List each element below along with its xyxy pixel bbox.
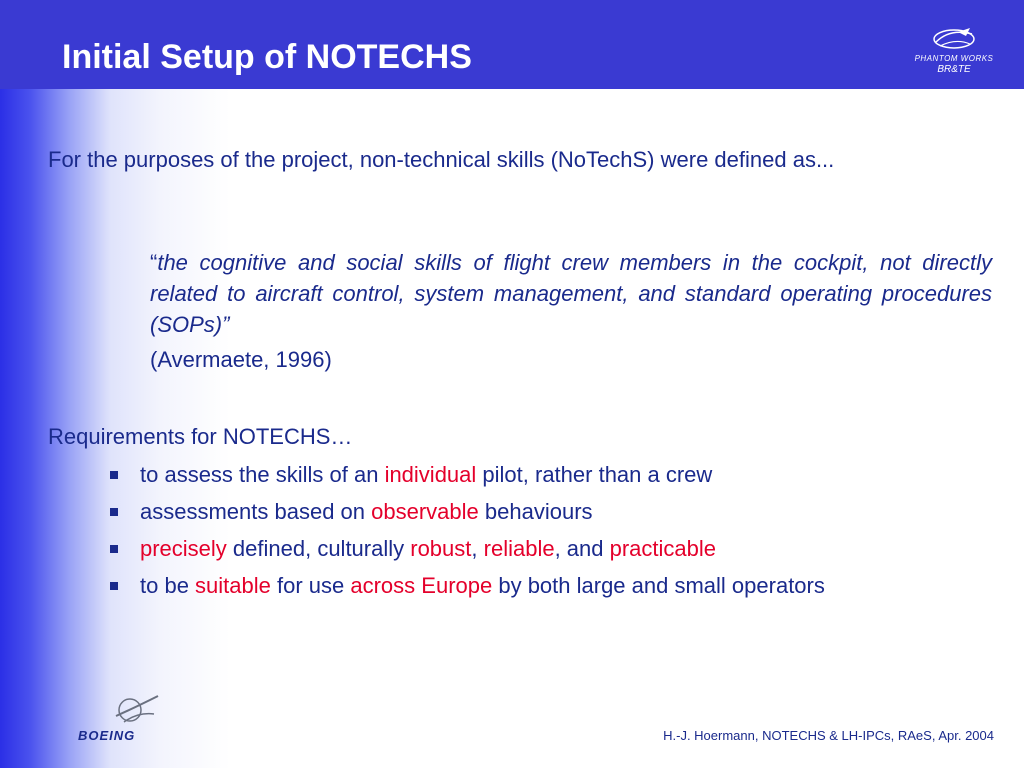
item-highlight: observable <box>371 499 479 524</box>
list-item <box>108 497 928 527</box>
item-text: behaviours <box>478 499 593 524</box>
item-text: by both large and small operators <box>492 573 825 598</box>
br-te-label: BR&TE <box>937 64 971 75</box>
slide-header <box>0 0 1024 89</box>
item-text: assessments based on <box>140 499 372 524</box>
bullet-icon <box>110 508 118 516</box>
item-highlight: robust <box>410 536 472 561</box>
item-text: pilot, rather than a crew <box>476 462 713 487</box>
item-text: for use <box>270 573 351 598</box>
phantom-works-emblem-icon <box>930 24 978 54</box>
boeing-emblem-icon <box>108 690 178 726</box>
definition-text: the cognitive and social skills of flight crew members in the cockpit, not directly related to aircraft control, system management, and standard operating procedures (SOPs)” <box>150 250 992 337</box>
open-quote-mark: “ <box>150 250 158 275</box>
footer-credit: H.-J. Hoermann, NOTECHS & LH-IPCs, RAeS, Apr. 2004 <box>663 728 994 743</box>
requirements-list <box>108 460 928 608</box>
phantom-works-label: PHANTOM WORKS <box>914 54 994 63</box>
bullet-icon <box>110 471 118 479</box>
requirements-heading: Requirements for NOTECHS… <box>48 424 353 449</box>
item-highlight: precisely <box>140 536 227 561</box>
item-highlight: reliable <box>483 536 555 561</box>
bullet-icon <box>110 545 118 553</box>
list-item <box>108 534 928 564</box>
item-text: , and <box>554 536 610 561</box>
item-highlight: suitable <box>195 573 271 598</box>
item-text: defined, culturally <box>226 536 411 561</box>
item-highlight: individual <box>384 462 477 487</box>
bullet-icon <box>110 582 118 590</box>
list-item <box>108 460 928 490</box>
item-text: , <box>471 536 484 561</box>
slide-title: Initial Setup of NOTECHS <box>62 38 472 76</box>
boeing-wordmark: BOEING <box>78 728 136 743</box>
definition-quote <box>150 247 992 340</box>
phantom-works-logo <box>912 24 996 88</box>
intro-paragraph: For the purposes of the project, non-technical skills (NoTechS) were defined as... <box>48 147 835 172</box>
item-highlight: practicable <box>609 536 717 561</box>
list-item <box>108 571 928 601</box>
quote-citation: (Avermaete, 1996) <box>150 347 332 372</box>
boeing-logo <box>78 690 188 750</box>
item-highlight: across Europe <box>350 573 493 598</box>
item-text: to assess the skills of an <box>140 462 385 487</box>
item-text: to be <box>140 573 196 598</box>
